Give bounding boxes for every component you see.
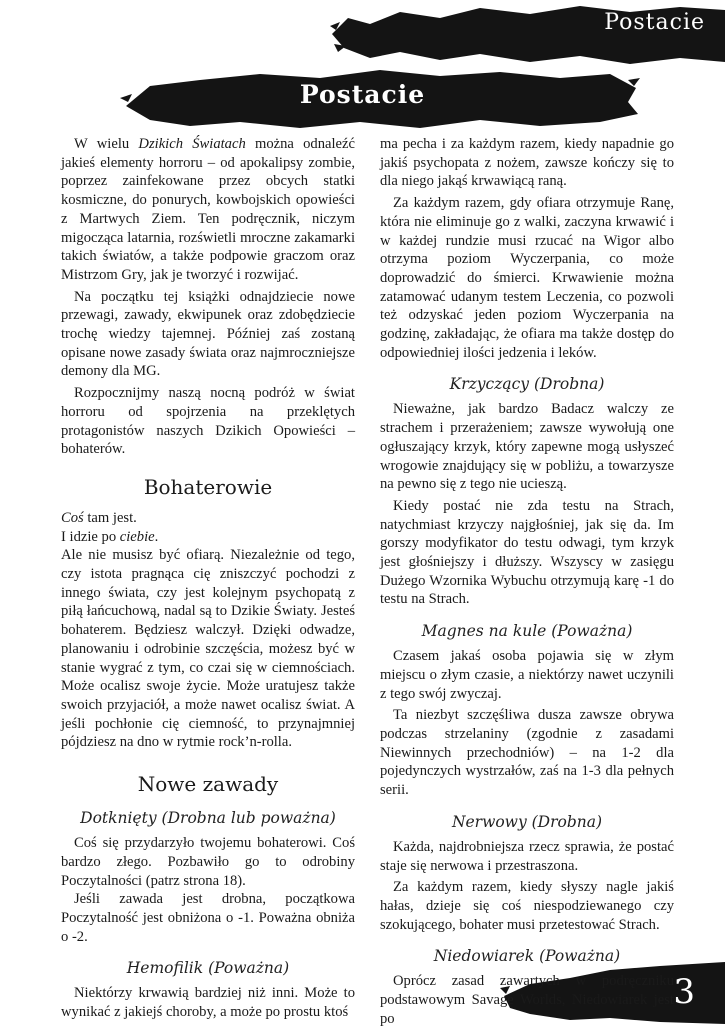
nervous-paragraph-1: Każda, najdrobniejsza rzecz sprawia, że postać staje się nerwowa i przestraszona. (380, 838, 674, 874)
right-column (380, 135, 674, 1028)
magnet-paragraph-1: Czasem jakaś osoba pojawia się w złym miejscu o złym czasie, a niektórzy nawet uczynili z tego swój zwyczaj. (380, 648, 674, 702)
screamer-paragraph-2: Kiedy postać nie zda testu na Strach, natychmiast krzyczy najgłośniej, jak się da. Im gorszy modyfikator do testu odwagi, tym krzyk jest głośniejszy i dłuższy. Wszyscy w zasięgu Dużego Wzornika Wybuchu otrzymują karę -1 do testu na Strach. (380, 497, 674, 608)
left-column (61, 135, 355, 1022)
continued-paragraph-2: Za każdym razem, gdy ofiara otrzymuje Ranę, która nie eliminuje go z walki, zaczyna krwawić i w każdej rundzie musi rzucać na Wigor albo otrzyma poziom Wyczerpania, co może doprowadzić do śmierci. Krwawienie można zatamować udanym testem Leczenia, co pozwoli też odzyskać jeden poziom Wyczerpania na godzinę, zakładając, że ofiara ma także dostęp do odpowiedniej ilości jedzenia i leków. (380, 195, 674, 361)
heroes-line-2: I idzie po ciebie. (61, 528, 159, 545)
hemophiliac-heading: Hemofilik (Poważna) (126, 959, 290, 978)
intro-paragraph-3: Rozpocznijmy naszą nocną podróż w świat horroru od spojrzenia na przeklętych protagonistów naszych Dzikich Opowieści – bohaterów. (61, 385, 355, 458)
touched-paragraph-2: Jeśli zawada jest drobna, początkowa Poczytalność jest obniżona o -1. Poważna obniża o -2. (61, 891, 355, 945)
continued-paragraph-1: ma pecha i za każdym razem, kiedy napadnie go jakiś psychopata z nożem, zawsze kończy się to dla niego jakąś krwawiącą raną. (380, 136, 674, 190)
hindrances-heading: Nowe zawady (137, 772, 279, 797)
screamer-paragraph-1: Nieważne, jak bardzo Badacz walczy ze strachem i przerażeniem; zawsze wywołują one ogłuszający krzyk, który zapewne mogą usłyszeć wrogowie znajdujący się w pobliżu, a towarzysze na pewno się z tego nie ucieszą. (380, 401, 674, 493)
page-title: Postacie (299, 80, 426, 109)
touched-paragraph-1: Coś się przydarzyło twojemu bohaterowi. Coś bardzo złego. Pozbawiło go to odrobiny Poczytalności (patrz strona 18). (61, 835, 355, 889)
touched-heading: Dotknięty (Drobna lub poważna) (80, 809, 336, 828)
screamer-heading: Krzyczący (Drobna) (449, 375, 605, 394)
intro-paragraph-1: W wielu Dzikich Światach można odnaleźć jakieś elementy horroru – od apokalipsy zombie, poprzez zainfekowane przez obcych statki kosmiczne, do ponurych, kowbojskich opowieści z Martwych Ziem. Ten podręcznik, niczym migocząca latarnia, rozświetli mroczne zakamarki takich światów, a także podpowie graczom oraz Mistrzom Gry, jak je tworzyć i rozwijać. (61, 136, 355, 283)
magnet-paragraph-2: Ta niezbyt szczęśliwa dusza zawsze obrywa podczas strzelaniny (zgodnie z zasadami Niewinnych przechodniów) – na 1-2 dla pojedynczych wystrzałów, zaś na 1-3 dla pełnych serii. (380, 707, 674, 799)
nervous-paragraph-2: Za każdym razem, kiedy słyszy nagle jakiś hałas, dzieje się coś niespodziewanego czy szokującego, bohater musi przetestować Strach. (380, 879, 674, 933)
heroes-line-1: Coś tam jest. (61, 509, 137, 526)
doubter-heading: Niedowiarek (Poważna) (433, 947, 621, 966)
doubter-paragraph-1: Oprócz zasad zawartych w podręczniku podstawowym Savage Worlds, Niedowiarek jest po (380, 973, 674, 1027)
heroes-heading: Bohaterowie (143, 474, 273, 499)
hemophiliac-paragraph-1: Niektórzy krwawią bardziej niż inni. Może to wynikać z jakiejś choroby, a może po prostu ktoś (61, 985, 355, 1021)
nervous-heading: Nerwowy (Drobna) (451, 812, 603, 831)
magnet-heading: Magnes na kule (Poważna) (421, 622, 633, 641)
heroes-paragraph: Ale nie musisz być ofiarą. Niezależnie od tego, czy istota pragnąca cię zniszczyć pochodzi z innego świata, czy jest kolejnym psychopatą z piłą łańcuchową, nadal są to Dzikie Światy. Jesteś bohaterem. Będziesz walczył. Dzięki odwadze, planowaniu i odrobinie szczęścia, możesz być w stanie wygrać z tym, co czai się w ciemnościach. Może ocalisz swoje życie. Może uratujesz także swoich przyjaciół, a może nawet ocalisz świat. A jeśli pochłonie cię ciemność, to przynajmniej pójdziesz na dno w rytmie rock’n-rolla. (61, 547, 355, 751)
page-number: 3 (673, 972, 695, 1012)
running-header-title: Postacie (604, 10, 705, 35)
intro-paragraph-2: Na początku tej książki odnajdziecie nowe przewagi, zawady, ekwipunek oraz zdobędziecie trochę wiedzy tajemnej. Później zaś zostaną opisane nowe zasady świata oraz najmroczniejsze demony dla MG. (61, 288, 355, 380)
